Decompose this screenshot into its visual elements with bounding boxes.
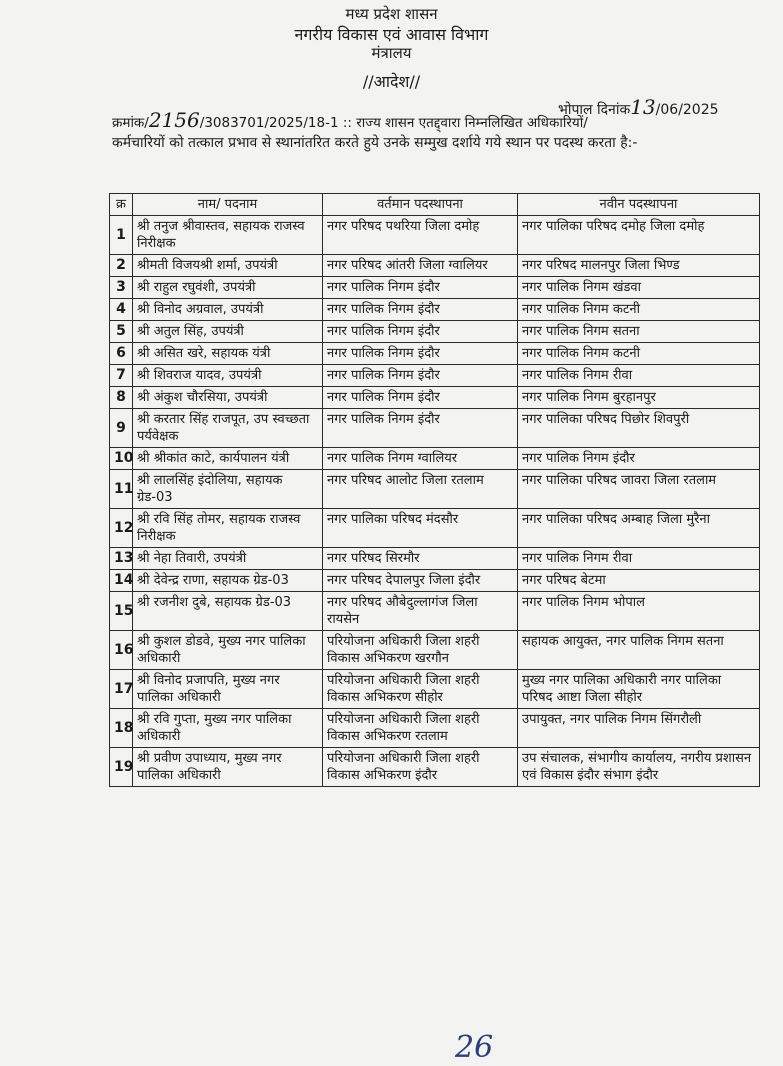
new-posting-cell: नगर पालिक निगम खंडवा [518,277,760,299]
table-row [110,470,760,509]
name-cell: श्री लालसिंह इंदोलिया, सहायक ग्रेड-03 [133,470,323,509]
order-number-prefix: क्रमांक/ [112,115,149,131]
name-cell: श्री रजनीश दुबे, सहायक ग्रेड-03 [133,592,323,631]
order-number-handwritten: 2156 [148,108,200,132]
current-posting-cell: नगर पालिका परिषद मंदसौर [323,509,518,548]
serial-cell: 13 [110,548,133,570]
name-cell: श्री अंकुश चौरसिया, उपयंत्री [133,387,323,409]
header-current-posting: वर्तमान पदस्थापना [323,194,518,216]
current-posting-cell: नगर पालिक निगम इंदौर [323,343,518,365]
serial-cell: 8 [110,387,133,409]
current-posting-cell: परियोजना अधिकारी जिला शहरी विकास अभिकरण सीहोर [323,670,518,709]
current-posting-cell: नगर परिषद देपालपुर जिला इंदौर [323,570,518,592]
table-row [110,387,760,409]
serial-cell: 16 [110,631,133,670]
current-posting-cell: नगर पालिक निगम इंदौर [323,299,518,321]
serial-cell: 4 [110,299,133,321]
header-govt: मध्य प्रदेश शासन [345,5,438,23]
serial-cell: 17 [110,670,133,709]
new-posting-cell: नगर परिषद मालनपुर जिला भिण्ड [518,255,760,277]
serial-cell: 18 [110,709,133,748]
date-day-handwritten: 13 [630,95,656,119]
current-posting-cell: नगर पालिक निगम ग्वालियर [323,448,518,470]
table-row [110,343,760,365]
order-number-rest: /3083701/2025/18-1 :: राज्य शासन एतद्द्वारा निम्नलिखित अधिकारियों/ [199,115,588,131]
name-cell: श्री देवेन्द्र राणा, सहायक ग्रेड-03 [133,570,323,592]
current-posting-cell: नगर परिषद पथरिया जिला दमोह [323,216,518,255]
name-cell: श्री करतार सिंह राजपूत, उप स्वच्छता पर्यवेक्षक [133,409,323,448]
table-row [110,509,760,548]
table-row [110,748,760,787]
name-cell: श्री कुशल डोडवे, मुख्य नगर पालिका अधिकारी [133,631,323,670]
serial-cell: 1 [110,216,133,255]
table-row [110,277,760,299]
name-cell: श्री रवि गुप्ता, मुख्य नगर पालिका अधिकारी [133,709,323,748]
new-posting-cell: नगर पालिक निगम रीवा [518,548,760,570]
new-posting-cell: नगर पालिका परिषद पिछोर शिवपुरी [518,409,760,448]
name-cell: श्री रवि सिंह तोमर, सहायक राजस्व निरीक्षक [133,509,323,548]
serial-cell: 5 [110,321,133,343]
table-row [110,255,760,277]
header-department: नगरीय विकास एवं आवास विभाग [294,25,489,44]
header-serial: क्र [110,194,133,216]
header-new-posting: नवीन पदस्थापना [518,194,760,216]
current-posting-cell: नगर पालिक निगम इंदौर [323,365,518,387]
table-row [110,548,760,570]
order-body-text: कर्मचारियों को तत्काल प्रभाव से स्थानांतरित करते हुये उनके सम्मुख दर्शाये गये स्थान पर पदस्थ करता है:- [112,135,638,151]
name-cell: श्री शिवराज यादव, उपयंत्री [133,365,323,387]
date-prefix: भोपाल दिनांक [558,102,631,118]
date-rest: /06/2025 [655,102,719,118]
table-row [110,592,760,631]
new-posting-cell: उप संचालक, संभागीय कार्यालय, नगरीय प्रशासन एवं विकास इंदौर संभाग इंदौर [518,748,760,787]
new-posting-cell: नगर पालिका परिषद अम्बाह जिला मुरैना [518,509,760,548]
new-posting-cell: नगर पालिक निगम बुरहानपुर [518,387,760,409]
serial-cell: 9 [110,409,133,448]
name-cell: श्रीमती विजयश्री शर्मा, उपयंत्री [133,255,323,277]
table-row [110,299,760,321]
current-posting-cell: परियोजना अधिकारी जिला शहरी विकास अभिकरण खरगौन [323,631,518,670]
new-posting-cell: नगर परिषद बेटमा [518,570,760,592]
table-row [110,709,760,748]
current-posting-cell: नगर परिषद आलोट जिला रतलाम [323,470,518,509]
serial-cell: 6 [110,343,133,365]
table-row [110,365,760,387]
new-posting-cell: नगर पालिका परिषद जावरा जिला रतलाम [518,470,760,509]
new-posting-cell: उपायुक्त, नगर पालिक निगम सिंगरौली [518,709,760,748]
name-cell: श्री तनुज श्रीवास्तव, सहायक राजस्व निरीक्षक [133,216,323,255]
table-row [110,216,760,255]
serial-cell: 10 [110,448,133,470]
current-posting-cell: परियोजना अधिकारी जिला शहरी विकास अभिकरण इंदौर [323,748,518,787]
signature: 26 [455,1030,494,1065]
current-posting-cell: नगर पालिक निगम इंदौर [323,409,518,448]
order-number [112,108,772,135]
current-posting-cell: नगर पालिक निगम इंदौर [323,277,518,299]
name-cell: श्री नेहा तिवारी, उपयंत्री [133,548,323,570]
new-posting-cell: नगर पालिक निगम रीवा [518,365,760,387]
name-cell: श्री विनोद अग्रवाल, उपयंत्री [133,299,323,321]
new-posting-cell: सहायक आयुक्त, नगर पालिक निगम सतना [518,631,760,670]
name-cell: श्री प्रवीण उपाध्याय, मुख्य नगर पालिका अधिकारी [133,748,323,787]
new-posting-cell: नगर पालिक निगम भोपाल [518,592,760,631]
serial-cell: 12 [110,509,133,548]
current-posting-cell: नगर परिषद सिरमौर [323,548,518,570]
table-row [110,448,760,470]
serial-cell: 14 [110,570,133,592]
name-cell: श्री राहुल रघुवंशी, उपयंत्री [133,277,323,299]
name-cell: श्री असित खरे, सहायक यंत्री [133,343,323,365]
table-row [110,321,760,343]
name-cell: श्री श्रीकांत काटे, कार्यपालन यंत्री [133,448,323,470]
header-name: नाम/ पदनाम [133,194,323,216]
order-title: //आदेश// [362,72,421,91]
header-ministry: मंत्रालय [371,44,412,62]
current-posting-cell: परियोजना अधिकारी जिला शहरी विकास अभिकरण रतलाम [323,709,518,748]
table-row [110,631,760,670]
new-posting-cell: नगर पालिका परिषद दमोह जिला दमोह [518,216,760,255]
current-posting-cell: नगर परिषद आंतरी जिला ग्वालियर [323,255,518,277]
serial-cell: 3 [110,277,133,299]
table-row [110,570,760,592]
transfer-table [109,193,760,787]
serial-cell: 7 [110,365,133,387]
current-posting-cell: नगर पालिक निगम इंदौर [323,387,518,409]
table-header-row [110,194,760,216]
current-posting-cell: नगर पालिक निगम इंदौर [323,321,518,343]
new-posting-cell: नगर पालिक निगम कटनी [518,343,760,365]
current-posting-cell: नगर परिषद औबेदुल्लागंज जिला रायसेन [323,592,518,631]
table-row [110,670,760,709]
new-posting-cell: नगर पालिक निगम कटनी [518,299,760,321]
table-row [110,409,760,448]
serial-cell: 15 [110,592,133,631]
new-posting-cell: मुख्य नगर पालिका अधिकारी नगर पालिका परिषद आष्टा जिला सीहोर [518,670,760,709]
name-cell: श्री विनोद प्रजापति, मुख्य नगर पालिका अधिकारी [133,670,323,709]
name-cell: श्री अतुल सिंह, उपयंत्री [133,321,323,343]
new-posting-cell: नगर पालिक निगम इंदौर [518,448,760,470]
serial-cell: 11 [110,470,133,509]
new-posting-cell: नगर पालिक निगम सतना [518,321,760,343]
serial-cell: 19 [110,748,133,787]
serial-cell: 2 [110,255,133,277]
